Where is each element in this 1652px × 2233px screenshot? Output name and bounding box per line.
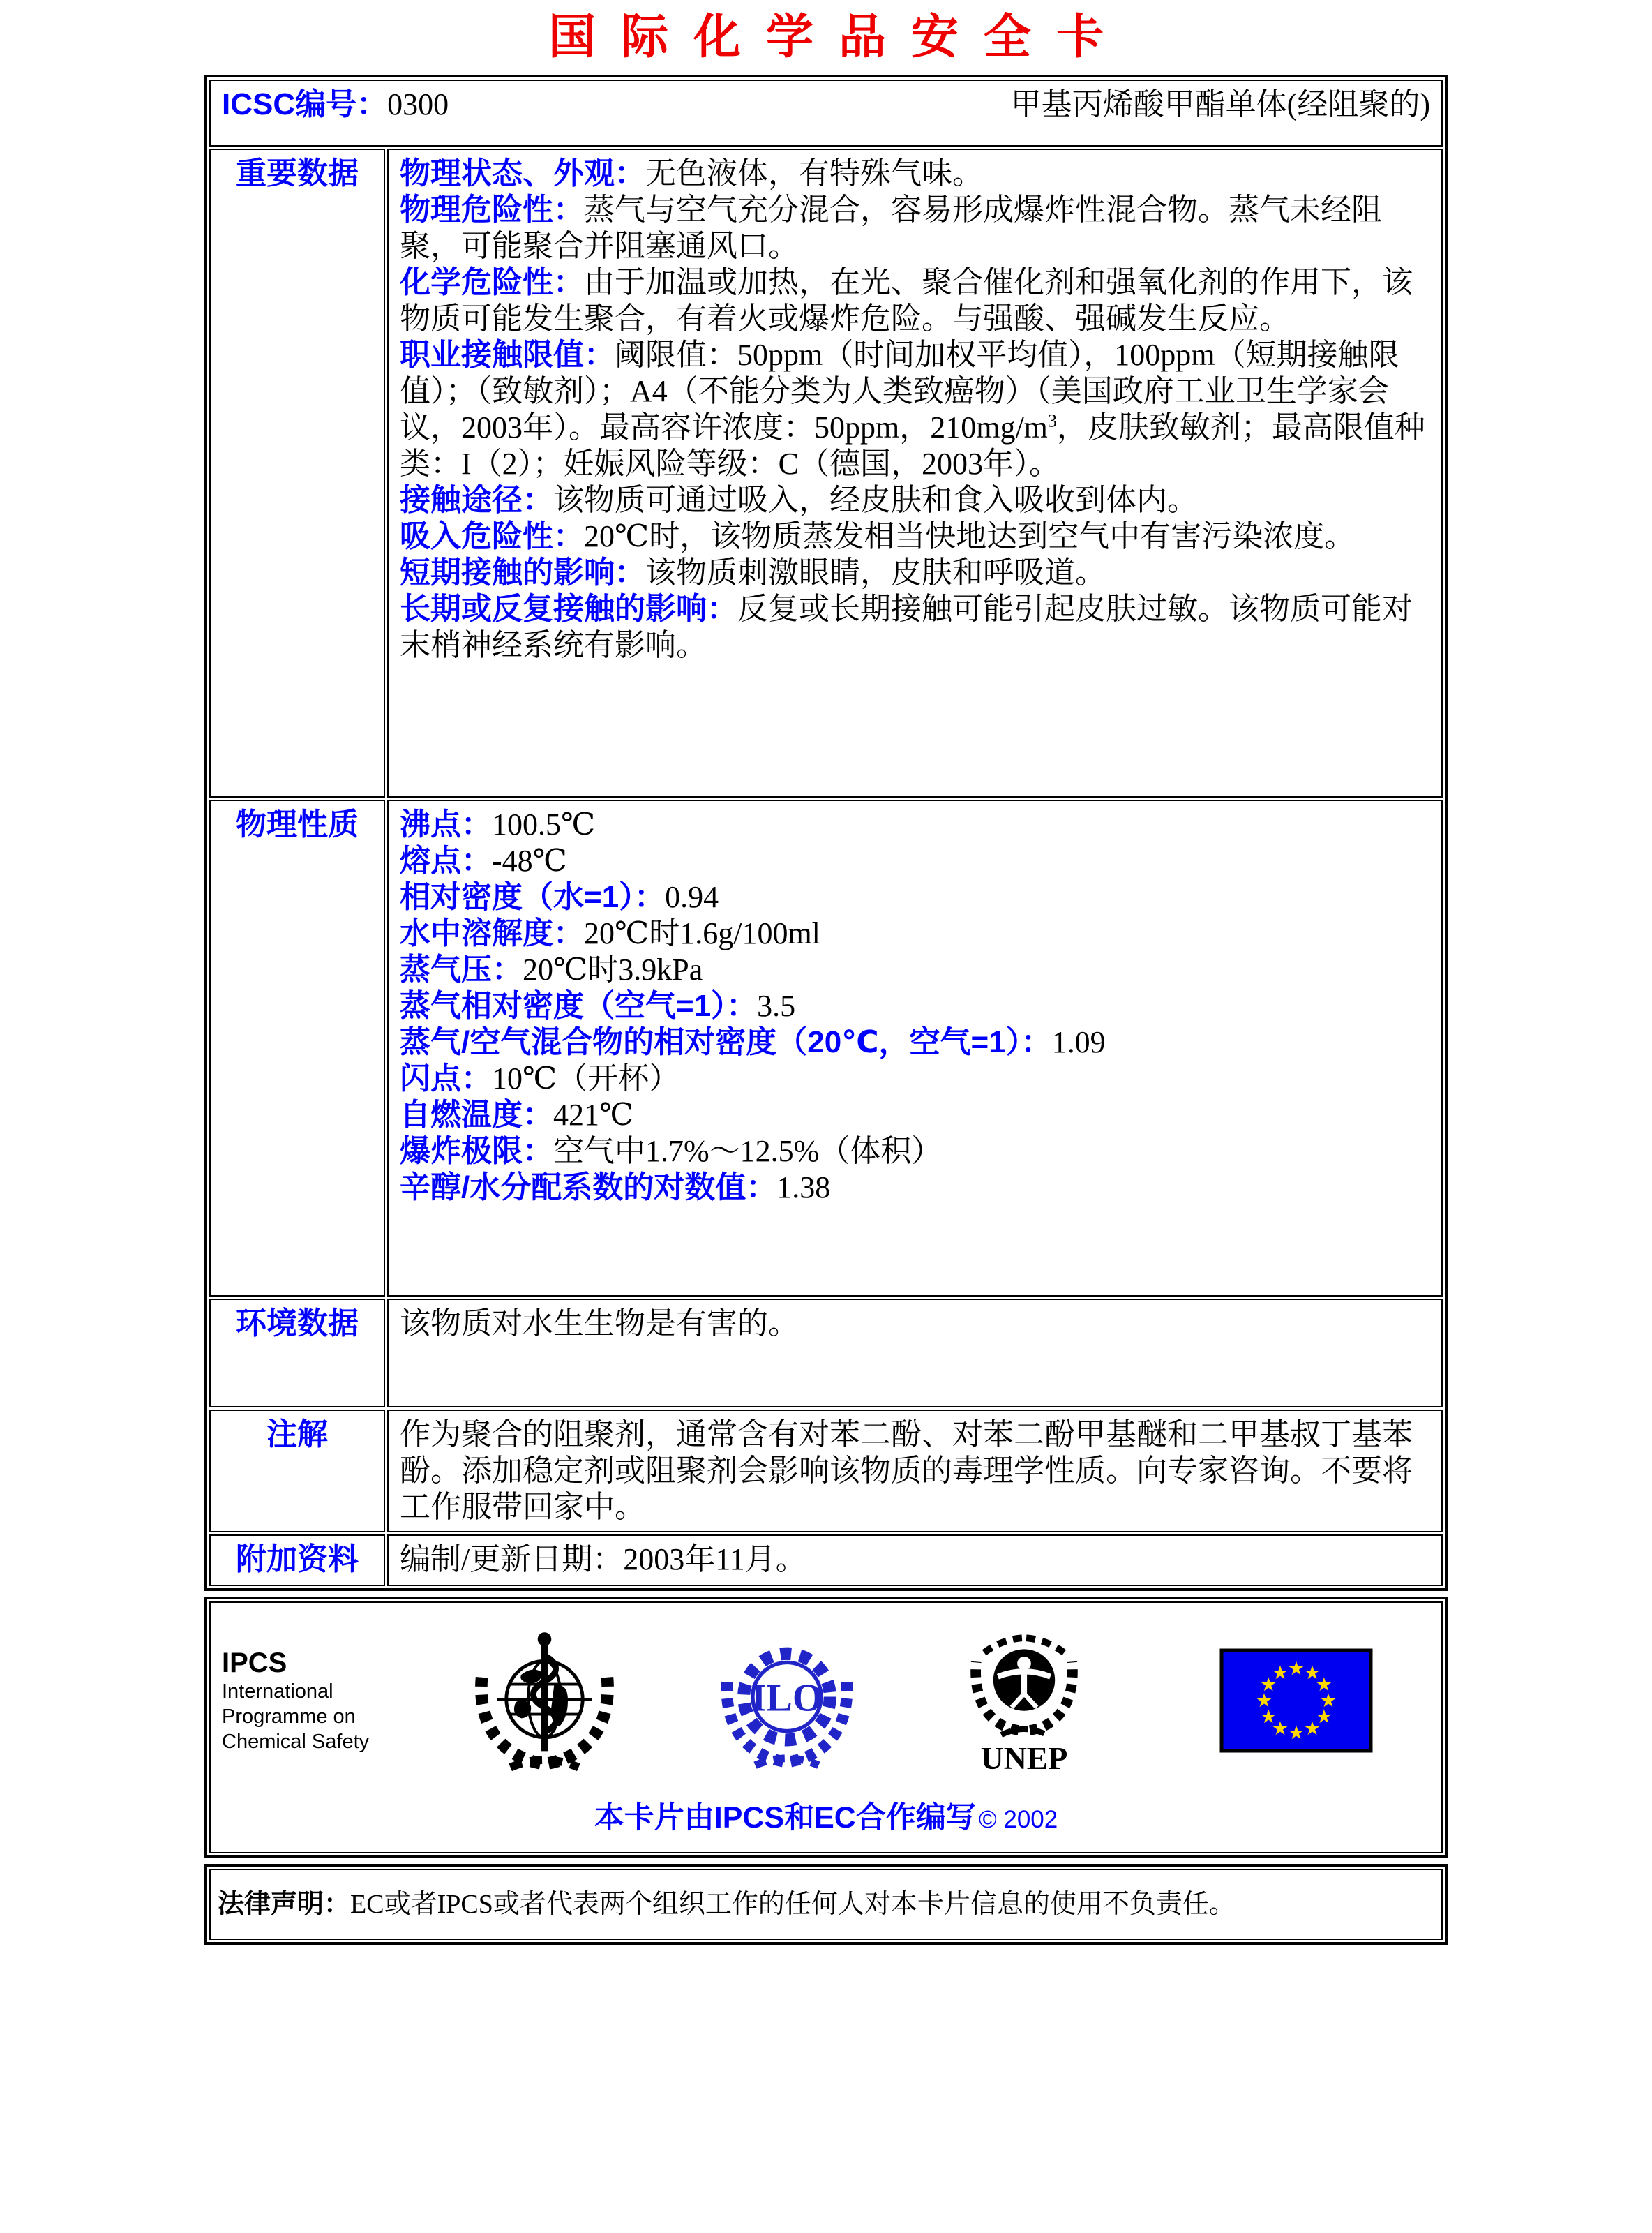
eu-star-icon: ★ <box>1315 1673 1332 1695</box>
field-label: 物理危险性： <box>400 192 584 227</box>
section-content-important-data <box>387 149 1443 798</box>
ilo-monogram: ILO <box>751 1676 823 1720</box>
field-label: 接触途径： <box>400 482 553 517</box>
section-row-additional-information <box>209 1534 1443 1586</box>
eu-star-icon: ★ <box>1303 1661 1321 1683</box>
field-value: 由于加温或加热，在光、聚合催化剂和强氧化剂的作用下，该物质可能发生聚合，有着火或爆炸危险。与强酸、强碱发生反应。 <box>400 264 1413 336</box>
field-label: 爆炸极限： <box>400 1133 553 1168</box>
eu-star-icon: ★ <box>1315 1705 1332 1727</box>
field-value: 空气中1.7%～12.5%（体积） <box>553 1133 943 1168</box>
section-content-physical-properties <box>387 800 1443 1297</box>
field-value: 421℃ <box>553 1097 634 1132</box>
credit-line <box>218 1794 1434 1837</box>
field-value: 100.5℃ <box>492 807 596 842</box>
card-body <box>209 80 1443 1586</box>
field-label: 蒸气压： <box>400 952 523 987</box>
field-value: 该物质刺激眼睛，皮肤和呼吸道。 <box>645 555 1106 590</box>
field <box>400 1170 1430 1206</box>
field-value: 10℃（开杯） <box>492 1061 680 1096</box>
ipcs-acronym: IPCS <box>222 1647 287 1678</box>
ilo-emblem-icon <box>717 1620 857 1782</box>
header-row <box>209 80 1443 147</box>
field-label: 相对密度（水=1）： <box>400 879 666 914</box>
who-emblem-icon <box>470 1617 620 1784</box>
field-value: 无色液体，有特殊气味。 <box>645 156 983 191</box>
field-value: 反复或长期接触可能引起皮肤过敏。该物质可能对末梢神经系统有影响。 <box>400 591 1413 662</box>
legal-box <box>204 1864 1448 1945</box>
section-content-environmental-data <box>387 1299 1443 1407</box>
field-value: 该物质对水生生物是有害的。 <box>400 1306 799 1340</box>
field <box>400 555 1430 591</box>
field-value: 该物质可通过吸入，经皮肤和食入吸收到体内。 <box>553 482 1198 517</box>
superscript-value: 3 <box>1047 410 1057 431</box>
section-label-notes: 注解 <box>209 1410 385 1532</box>
eu-star-icon: ★ <box>1287 1722 1305 1743</box>
unep-label: UNEP <box>980 1740 1068 1776</box>
credit-text: 本卡片由IPCS和EC合作编写 <box>594 1800 976 1835</box>
eu-star-icon: ★ <box>1319 1689 1337 1711</box>
field <box>400 1306 1430 1342</box>
field-label: 物理状态、外观： <box>400 156 645 191</box>
field-value: 3.5 <box>757 988 796 1023</box>
field <box>400 952 1430 988</box>
eu-star-icon: ★ <box>1255 1689 1273 1711</box>
eu-star-icon: ★ <box>1287 1657 1305 1679</box>
field-value: -48℃ <box>492 843 567 878</box>
eu-flag-icon <box>1219 1648 1373 1753</box>
field <box>400 192 1430 264</box>
ipcs-line-1: International <box>222 1680 333 1703</box>
field <box>400 1024 1430 1061</box>
field <box>400 591 1430 664</box>
field-label: 吸入危险性： <box>400 518 584 553</box>
field-value: 1.09 <box>1051 1024 1106 1059</box>
field-value: 作为聚合的阻聚剂，通常含有对苯二酚、对苯二酚甲基醚和二甲基叔丁基苯酚。添加稳定剂或阻聚剂会影响该物质的毒理学性质。向专家咨询。不要将工作服带回家中。 <box>400 1417 1413 1524</box>
field-value: 20℃时1.6g/100ml <box>584 916 820 950</box>
field <box>400 518 1430 555</box>
field-label: 职业接触限值： <box>400 337 615 372</box>
field <box>400 1417 1430 1525</box>
field <box>400 879 1430 916</box>
section-row-notes <box>209 1410 1443 1532</box>
icsc-main-table <box>204 75 1448 1591</box>
field <box>400 264 1430 337</box>
section-row-environmental-data <box>209 1299 1443 1407</box>
field <box>400 1541 1430 1578</box>
section-row-important-data <box>209 149 1443 798</box>
logos-box <box>204 1597 1448 1858</box>
icsc-number-value: 0300 <box>387 87 449 121</box>
field <box>400 807 1430 843</box>
page-title: 国际化学品安全卡 <box>548 10 1129 64</box>
eu-star-icon: ★ <box>1260 1673 1277 1695</box>
section-content-additional-information <box>387 1534 1443 1586</box>
field <box>400 916 1430 952</box>
legal-text: EC或者IPCS或者代表两个组织工作的任何人对本卡片信息的使用不负责任。 <box>350 1889 1236 1919</box>
field-label: 长期或反复接触的影响： <box>400 591 737 626</box>
logos-cell <box>209 1601 1443 1853</box>
field-value: 编制/更新日期：2003年11月。 <box>400 1541 806 1576</box>
field-label: 沸点： <box>400 807 492 842</box>
field <box>400 1061 1430 1097</box>
eu-star-icon: ★ <box>1271 1661 1289 1683</box>
ipcs-line-3: Chemical Safety <box>222 1730 370 1753</box>
field <box>400 1097 1430 1133</box>
field-label: 熔点： <box>400 843 492 878</box>
ipcs-text-block <box>222 1647 431 1754</box>
field-value: 蒸气与空气充分混合，容易形成爆炸性混合物。蒸气未经阻聚，可能聚合并阻塞通风口。 <box>400 192 1382 263</box>
field-label: 蒸气相对密度（空气=1）： <box>400 988 758 1023</box>
field-label: 辛醇/水分配系数的对数值： <box>400 1170 777 1204</box>
field-value: 20℃时，该物质蒸发相当快地达到空气中有害污染浓度。 <box>584 518 1356 553</box>
section-label-physical-properties: 物理性质 <box>209 800 385 1297</box>
unep-emblem-icon <box>961 1614 1087 1787</box>
field-label: 自燃温度： <box>400 1097 553 1132</box>
field <box>400 988 1430 1024</box>
field-value: 20℃时3.9kPa <box>523 952 703 987</box>
field-value: 0.94 <box>665 879 719 914</box>
field <box>400 482 1430 518</box>
ipcs-line-2: Programme on <box>222 1705 356 1728</box>
field-value: ，皮肤致敏剂；最高限值种类：I（2）；妊娠风险等级：C（德国，2003年）。 <box>400 410 1425 481</box>
section-row-physical-properties <box>209 800 1443 1297</box>
field-value: 1.38 <box>776 1170 831 1204</box>
field-label: 化学危险性： <box>400 264 584 299</box>
field-value: 阈限值：50ppm（时间加权平均值），100ppm（短期接触限值）；（致敏剂）；A4（不能分类为人类致癌物）（美国政府工业卫生学家会议，2003年）。最高容许浓度：50ppm，210mg/m <box>400 337 1399 445</box>
field <box>400 843 1430 879</box>
icsc-number-group <box>222 87 449 123</box>
section-label-important-data: 重要数据 <box>209 149 385 798</box>
chemical-name: 甲基丙烯酸甲酯单体(经阻聚的) <box>1010 87 1430 121</box>
section-label-additional-information: 附加资料 <box>209 1534 385 1586</box>
field <box>400 337 1430 482</box>
credit-copyright: © 2002 <box>978 1805 1058 1833</box>
field-label: 蒸气/空气混合物的相对密度（20℃，空气=1）： <box>400 1024 1052 1059</box>
icsc-number-label: ICSC编号： <box>222 87 388 121</box>
field-label: 闪点： <box>400 1061 492 1096</box>
field-label: 水中溶解度： <box>400 916 584 950</box>
eu-star-icon: ★ <box>1260 1705 1277 1727</box>
legal-label: 法律声明： <box>218 1889 351 1919</box>
section-content-notes <box>387 1410 1443 1532</box>
legal-cell <box>209 1869 1443 1940</box>
header-cell <box>209 80 1443 147</box>
eu-star-icon: ★ <box>1303 1717 1321 1739</box>
legal-row <box>209 1869 1443 1940</box>
field-label: 短期接触的影响： <box>400 555 645 590</box>
logos-row <box>209 1601 1443 1853</box>
eu-star-icon: ★ <box>1271 1717 1289 1739</box>
field <box>400 156 1430 192</box>
section-label-environmental-data: 环境数据 <box>209 1299 385 1407</box>
field <box>400 1133 1430 1170</box>
